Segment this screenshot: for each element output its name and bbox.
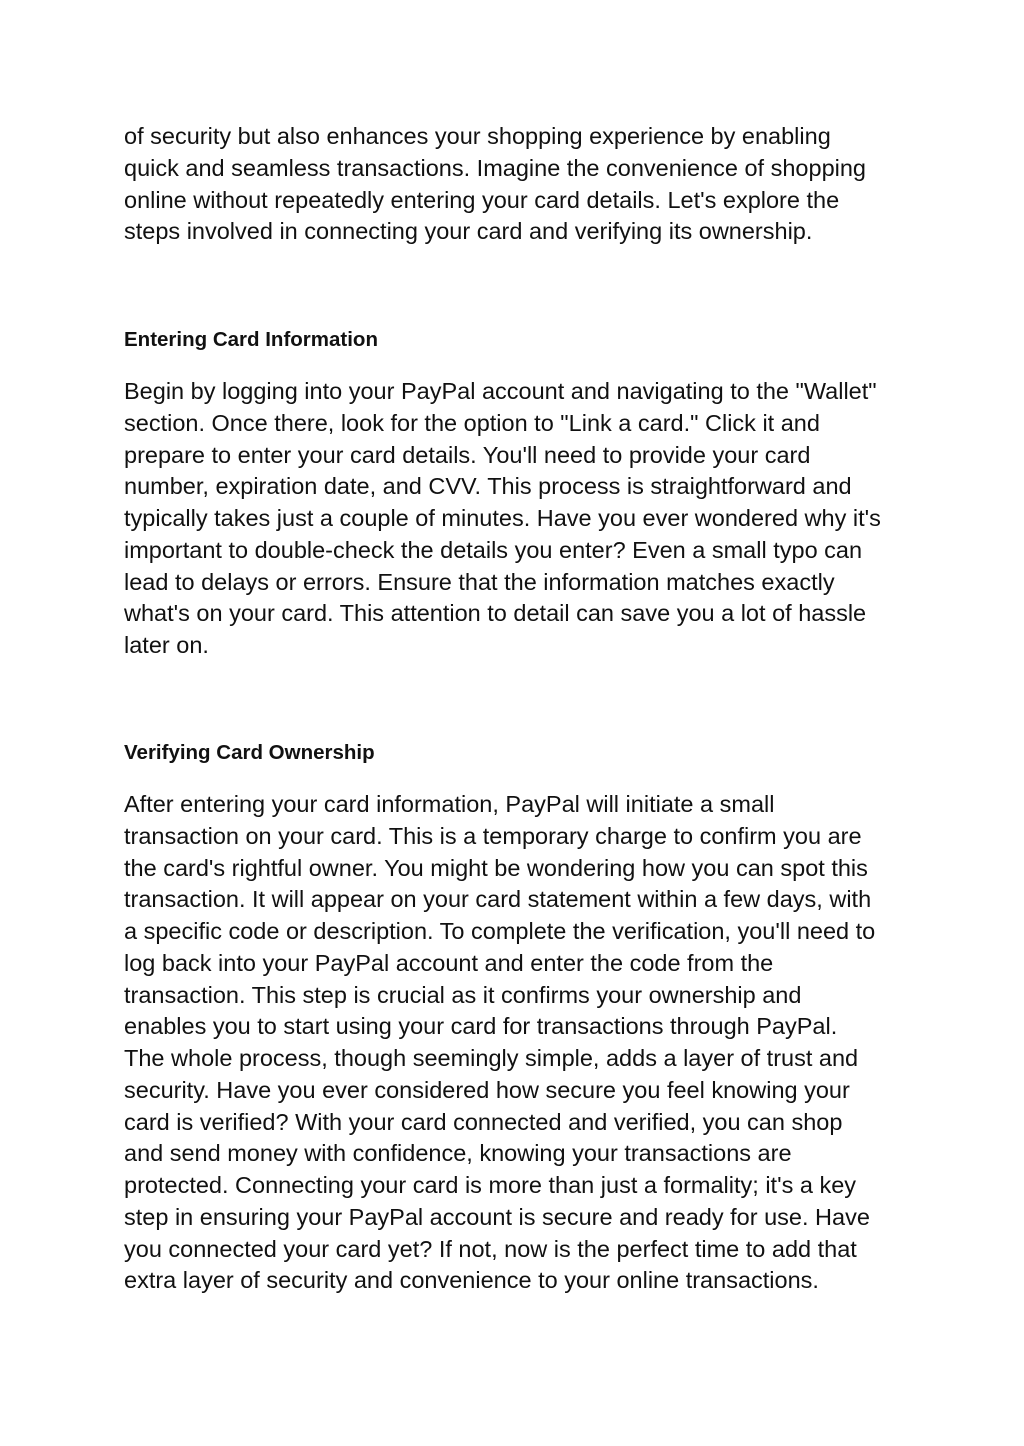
section-body-entering-card-information: Begin by logging into your PayPal account and navigating to the "Wallet" section. Once there, look for the option to "Link a card." Click it and prepare to enter your card details. You'll need to provide your card number, expiration date, and CVV. This process is straightforward and typically takes just a couple of minutes. Have you ever wondered why it's important to double-check the details you enter? Even a small typo can lead to delays or errors. Ensure that the information matches exactly what's on your card. This attention to detail can save you a lot of hassle later on. <box>124 378 881 658</box>
intro-paragraph: of security but also enhances your shopping experience by enabling quick and seamless transactions. Imagine the convenience of shopping online without repeatedly entering your card details. Let's explore the steps involved in connecting your card and verifying its ownership. <box>124 123 867 245</box>
section-heading-entering-card-information: Entering Card Information <box>124 328 378 351</box>
section-heading-verifying-card-ownership: Verifying Card Ownership <box>124 741 375 764</box>
section-body-verifying-card-ownership: After entering your card information, PayPal will initiate a small transaction on your card. This is a temporary charge to confirm you are the card's rightful owner. You might be wondering how you can spot this transaction. It will appear on your card statement within a few days, with a specific code or description. To complete the verification, you'll need to log back into your PayPal account and enter the code from the transaction. This step is crucial as it confirms your ownership and enables you to start using your card for transactions through PayPal. The whole process, though seemingly simple, adds a layer of trust and security. Have you ever considered how secure you feel knowing your card is verified? With your card connected and verified, you can shop and send money with confidence, knowing your transactions are protected. Connecting your card is more than just a formality; it's a key step in ensuring your PayPal account is secure and ready for use. Have you connected your card yet? If not, now is the perfect time to add that extra layer of security and convenience to your online transactions. <box>124 791 876 1294</box>
